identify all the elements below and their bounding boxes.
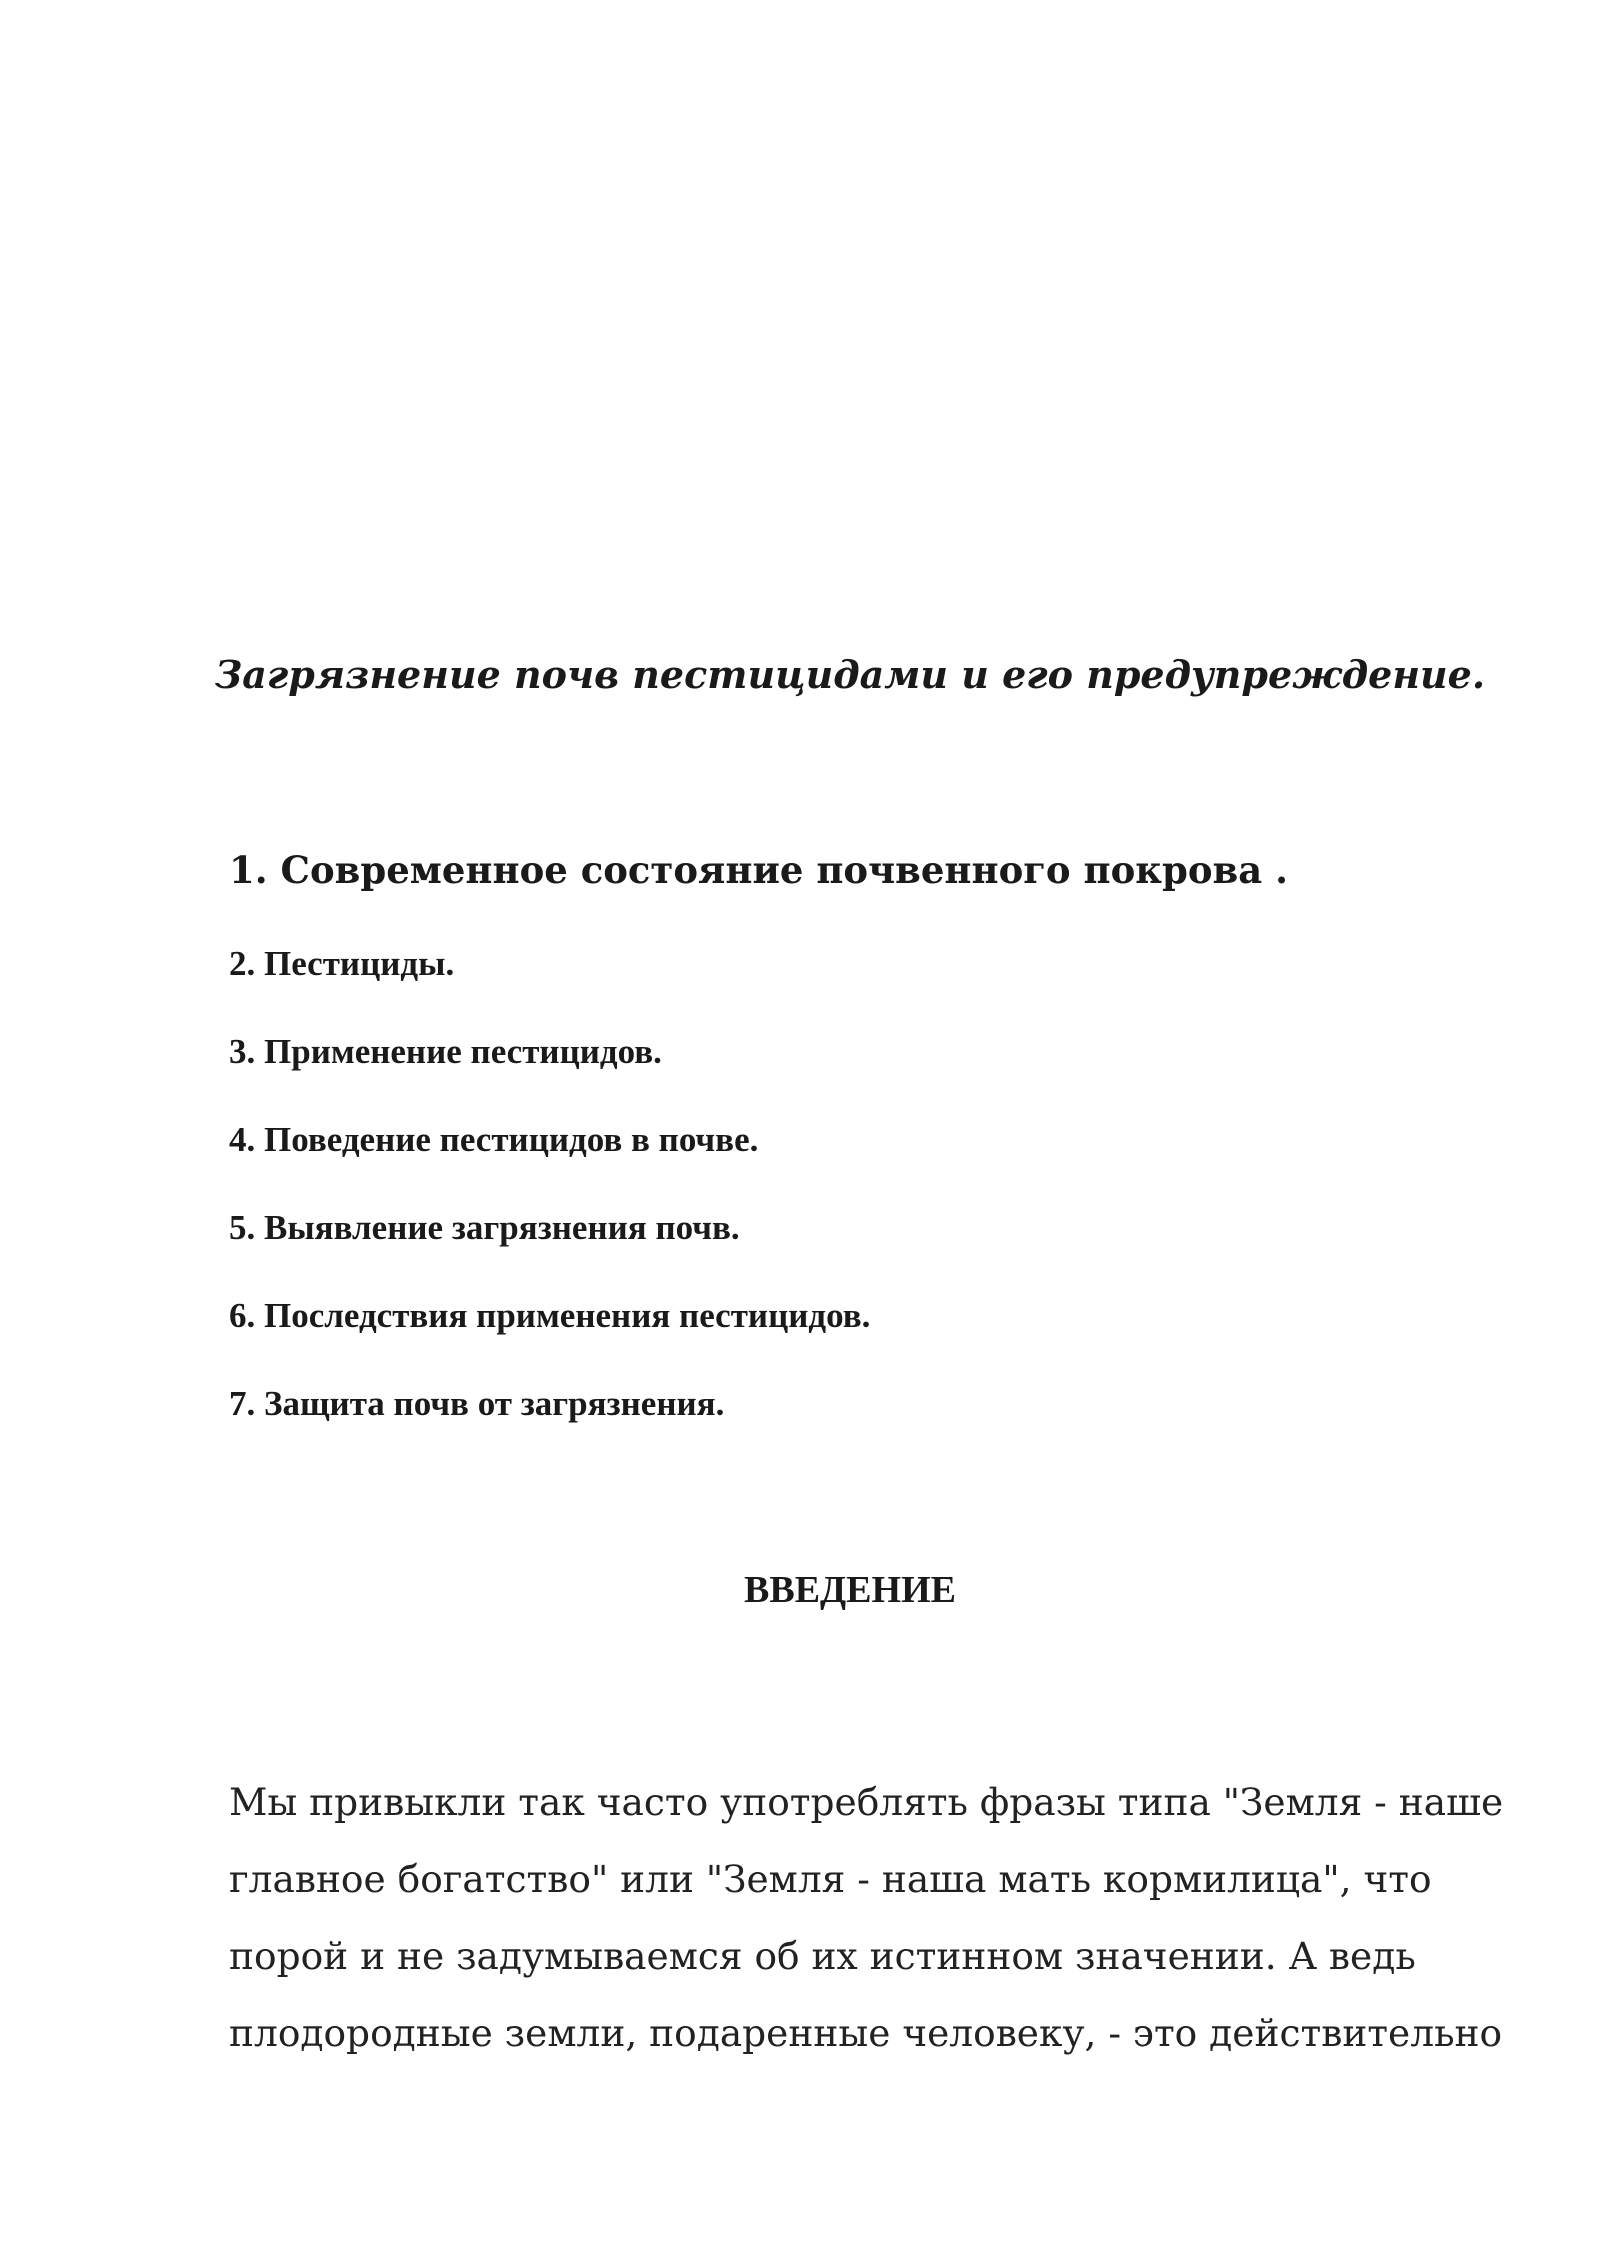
toc-item-6: 6. Последствия применения пестицидов. bbox=[229, 1296, 871, 1335]
toc-item-5: 5. Выявление загрязнения почв. bbox=[229, 1208, 740, 1247]
toc-item-1: 1. Современное состояние почвенного покрова . bbox=[229, 848, 1288, 892]
toc-item-2: 2. Пестициды. bbox=[229, 944, 455, 983]
document-title: Загрязнение почв пестицидами и его предупреждение. bbox=[214, 652, 1486, 697]
toc-item-7: 7. Защита почв от загрязнения. bbox=[229, 1384, 725, 1423]
intro-paragraph bbox=[229, 1764, 1504, 2072]
paragraph-line-4: плодородные земли, подаренные человеку, - это действительно bbox=[229, 2011, 1503, 2055]
paragraph-line-3: порой и не задумываемся об их истинном значении. А ведь bbox=[229, 1934, 1416, 1978]
paragraph-line-1: Мы привыкли так часто употреблять фразы типа "Земля - наше bbox=[229, 1780, 1504, 1824]
toc-item-4: 4. Поведение пестицидов в почве. bbox=[229, 1120, 759, 1159]
paragraph-line-2: главное богатство" или "Земля - наша мать кормилица", что bbox=[229, 1857, 1432, 1901]
table-of-contents bbox=[229, 848, 1288, 1470]
section-heading-introduction: ВВЕДЕНИЕ bbox=[744, 1569, 956, 1611]
toc-item-3: 3. Применение пестицидов. bbox=[229, 1032, 662, 1071]
